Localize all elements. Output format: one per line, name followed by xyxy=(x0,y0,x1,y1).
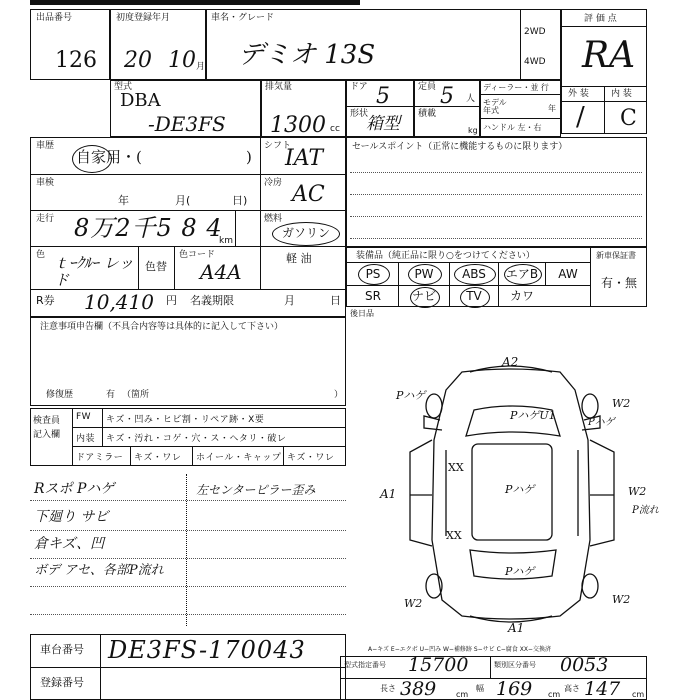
shape-label: 形状 xyxy=(350,109,369,119)
equip-navi: ナビ xyxy=(411,289,436,303)
diag-label-xx-2: XX xyxy=(446,529,462,542)
height-value: 147 xyxy=(584,678,621,700)
diag-label-w2-right: W2 xyxy=(628,485,647,498)
diesel-label: 軽 油 xyxy=(286,252,312,265)
shape-value: 箱型 xyxy=(366,114,400,134)
fuel-label: 燃料 xyxy=(264,214,283,224)
length-label: 長さ xyxy=(380,684,396,693)
disp-unit: cc xyxy=(330,124,340,134)
equip-sr: SR xyxy=(365,289,381,303)
check-wheel: ホイール・キャップ xyxy=(196,453,282,463)
check-mirror-items: キズ・ワレ xyxy=(134,453,182,463)
diag-label-a1-bottom: A1 xyxy=(508,621,525,635)
mileage-value: 8万2千5 8 4 xyxy=(74,214,223,242)
recycle-value: 10,410 xyxy=(84,290,154,314)
chassis-value: DE3FS-170043 xyxy=(108,636,306,664)
height-unit: cm xyxy=(632,690,645,699)
extra-label: 後日品 xyxy=(350,309,374,318)
cap-value: 5 xyxy=(440,84,454,109)
diag-label-a2: A2 xyxy=(502,355,519,369)
diag-label-w2-tr: W2 xyxy=(612,397,631,410)
ac-label: 冷房 xyxy=(264,178,283,188)
diag-label-p-flow: P流れ xyxy=(632,505,659,516)
load-label: 積載 xyxy=(418,109,437,119)
equip-leather: カワ xyxy=(509,289,534,303)
checklist-label-2: 記入欄 xyxy=(33,430,61,440)
legend-text: A−キズ E−エクボ U−凹み W−補修跡 S−サビ C−腐食 XX−交換済 xyxy=(368,646,551,653)
inspection-day: 日) xyxy=(232,194,248,207)
chassis-label: 車台番号 xyxy=(40,643,84,656)
diag-label-w2-br: W2 xyxy=(612,593,631,606)
height-label: 高さ xyxy=(564,684,580,693)
drive-4wd: 4WD xyxy=(524,57,546,67)
dealer-label: ディーラー・並 行 xyxy=(483,83,549,92)
checklist-label-1: 検査員 xyxy=(33,416,61,426)
equip-abs: ABS xyxy=(462,267,486,281)
check-interior: 内装 xyxy=(76,434,96,444)
equip-ps: PS xyxy=(365,267,381,281)
diag-label-front-p: PハゲU1 xyxy=(510,409,556,422)
repair-close: ） xyxy=(334,390,344,400)
reg-year: 20 xyxy=(124,48,152,73)
ac-value: AC xyxy=(292,182,325,207)
door-label: ドア xyxy=(350,82,368,92)
mileage-unit: km xyxy=(219,236,233,246)
drive-2wd: 2WD xyxy=(524,27,546,37)
sales-box xyxy=(346,137,647,247)
diag-label-p-roof: Pハゲ xyxy=(505,483,535,496)
handle-label: ハンドル 左・右 xyxy=(483,123,542,132)
transfer-label: 名義期限 xyxy=(190,294,234,307)
diag-label-xx-1: XX xyxy=(448,461,464,474)
length-value: 389 xyxy=(400,678,437,700)
length-unit: cm xyxy=(456,690,469,699)
color-label: 色 xyxy=(36,250,46,260)
repair-label: 修復歴 xyxy=(46,390,74,400)
check-wheel-items: キズ・ワレ xyxy=(287,453,335,463)
grade-value: RA xyxy=(582,35,636,76)
transfer-day: 日 xyxy=(330,294,341,307)
transfer-month: 月 xyxy=(284,294,295,307)
remark-line-1: Rスポ Pハゲ xyxy=(34,481,115,497)
remark-line-4: ボデ アセ、各部P流れ xyxy=(34,563,164,578)
remark-line-3: 倉キズ、凹 xyxy=(34,536,105,552)
remark-line-2: 下廻り サビ xyxy=(34,509,109,525)
ext-label: 外 装 xyxy=(568,89,589,99)
cap-unit: 人 xyxy=(466,94,476,104)
color-value: ｔｰｸﾙｰ レッド xyxy=(54,254,134,289)
lot-label: 出品番号 xyxy=(36,13,73,23)
color-code-label: 色コード xyxy=(179,250,216,260)
width-label: 幅 xyxy=(476,684,484,693)
check-fw: FW xyxy=(76,412,92,422)
repair-has: 有 xyxy=(106,390,116,400)
name-label: 車名・グレード xyxy=(211,13,275,23)
class-value: 0053 xyxy=(560,654,609,676)
equip-pw: PW xyxy=(414,267,434,281)
class-label: 類別区分番号 xyxy=(494,661,536,669)
type-value-1: DBA xyxy=(120,90,161,111)
cap-label: 定員 xyxy=(418,82,437,92)
usage-close: ) xyxy=(246,148,252,166)
door-value: 5 xyxy=(376,84,390,109)
sales-label: セールスポイント（正常に機能するものに限ります） xyxy=(352,142,568,152)
reg-no-label: 登録番号 xyxy=(40,676,84,689)
lot-number: 126 xyxy=(55,48,97,73)
reg-label: 初度登録年月 xyxy=(116,13,171,23)
disp-value: 1300 xyxy=(270,113,326,138)
type-label: 型式 xyxy=(114,82,133,92)
recycle-unit: 円 xyxy=(166,294,177,307)
model-year-label: モデル 年式 xyxy=(483,98,507,115)
equip-airbag: エアB xyxy=(505,267,539,281)
int-value: C xyxy=(620,106,637,131)
repair-part: （箇所 xyxy=(122,390,150,400)
usage-label: 車歴 xyxy=(36,141,55,151)
model-cert-label: 型式指定番号 xyxy=(344,661,386,669)
color-code-value: A4A xyxy=(200,260,242,284)
width-value: 169 xyxy=(496,678,533,700)
model-cert-value: 15700 xyxy=(408,654,469,676)
diag-label-a1-left: A1 xyxy=(380,487,397,501)
grade-label: 評 価 点 xyxy=(584,14,617,24)
diag-label-p-tl: Pハゲ xyxy=(396,389,426,402)
mileage-label: 走行 xyxy=(36,214,55,224)
usage-value: 自家用・( xyxy=(76,148,142,166)
color-change-label: 色替 xyxy=(145,260,167,273)
check-mirror: ドアミラー xyxy=(76,453,124,463)
new-warranty-label: 新車保証書 xyxy=(596,251,636,260)
width-unit: cm xyxy=(548,690,561,699)
new-warranty-value: 有・無 xyxy=(601,276,638,290)
diag-label-w2-bl: W2 xyxy=(404,597,423,610)
diag-label-p-br: Pハゲ xyxy=(588,417,615,428)
remark-right-1: 左センターピラー歪み xyxy=(196,483,316,497)
type-value-2: -DE3FS xyxy=(148,112,226,136)
load-unit: kg xyxy=(468,126,478,135)
equip-aw: AW xyxy=(558,267,578,281)
year-unit: 年 xyxy=(548,104,556,113)
disp-label: 排気量 xyxy=(265,82,293,92)
inspection-label: 車検 xyxy=(36,178,55,188)
car-name: デミオ 13S xyxy=(238,40,376,70)
recycle-label: R券 xyxy=(36,294,55,307)
inspection-year: 年 xyxy=(118,194,129,207)
reg-month: 10 xyxy=(168,48,196,73)
equipment-label: 装備品（純正品に限り○をつけてください） xyxy=(356,251,535,261)
inspection-month: 月( xyxy=(175,194,191,207)
equip-tv: TV xyxy=(466,289,482,303)
fuel-value: ガソリン xyxy=(282,226,331,240)
shift-label: シフト xyxy=(264,141,292,151)
int-label: 内 装 xyxy=(611,89,632,99)
reg-month-unit: 月 xyxy=(196,62,206,72)
check-interior-items: キズ・汚れ・コゲ・穴・ス・ヘタリ・破レ xyxy=(106,434,287,444)
ext-value: / xyxy=(576,102,585,132)
shift-value: IAT xyxy=(285,146,324,171)
notes-label: 注意事項申告欄（不具合内容等は具体的に記入して下さい） xyxy=(40,322,284,332)
diag-label-p-rear: Pハゲ xyxy=(505,565,535,578)
top-strip xyxy=(30,0,360,5)
check-fw-items: キズ・凹み・ヒビ割・リペア跡・X要 xyxy=(106,415,265,425)
